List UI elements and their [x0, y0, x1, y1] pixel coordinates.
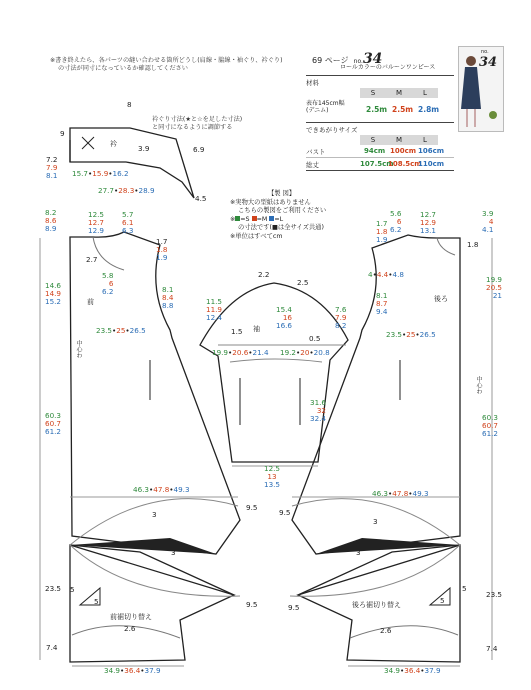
finished-title: できあがりサイズ	[306, 126, 358, 134]
collar-bottom2-s: 27.7	[98, 186, 115, 195]
sleeve-right-cap-s: 7.6	[335, 305, 347, 314]
collar-bottom1: 15.7•15.9•16.2	[72, 169, 129, 178]
no-prefix: no.	[353, 58, 363, 65]
pattern-number: 34	[362, 51, 383, 67]
front-bottom-s: 34.9	[104, 666, 121, 675]
back-top-mid1-m: 6	[396, 217, 402, 226]
front-side-upper-s: 14.6	[45, 281, 62, 290]
back-top-left-m: 1.8	[376, 227, 388, 236]
length-s: 107.5cm	[360, 160, 394, 168]
size-s: S	[370, 89, 376, 97]
back-n26: 2.6	[380, 626, 392, 635]
front-bottom-m: 36.4	[124, 666, 141, 675]
front-arm-right-m: 8.4	[162, 293, 174, 302]
front-skirt-label: 前裾切り替え	[110, 613, 152, 621]
collar-left-s: 7.2	[46, 155, 58, 164]
back-length-s: 60.3	[482, 413, 499, 422]
front-n95b: 9.5	[246, 600, 258, 609]
front-length-l: 61.2	[45, 427, 62, 436]
length-m: 108.5cm	[388, 160, 422, 168]
collar-bottom2: 27.7•28.3•28.9	[98, 186, 155, 195]
collar-bottom2-l: 28.9	[138, 186, 155, 195]
sleeve-left-half-m: 20.6	[232, 348, 249, 357]
front-chest: 23.5•25•26.5	[96, 326, 146, 335]
front-length	[45, 412, 61, 436]
back-arm-left-m: 8.7	[376, 299, 388, 308]
finished-row-length	[306, 158, 454, 171]
front-top-mid	[88, 211, 104, 235]
front-n74: 7.4	[46, 643, 58, 652]
front-side-upper-m: 14.9	[45, 289, 62, 298]
finished-size-header	[360, 135, 438, 145]
front-chest-m: 25	[116, 326, 126, 335]
front-arm-right-s: 8.1	[162, 285, 174, 294]
back-top-left	[376, 220, 387, 244]
sleeve-n15: 1.5	[231, 327, 243, 336]
fabric-s: 2.5m	[366, 105, 388, 114]
legend-s: =S	[240, 215, 250, 223]
back-chest-s: 23.5	[386, 330, 403, 339]
top-note-line2: の寸法が同寸になっているか確認してください	[58, 65, 188, 72]
sleeve-right-half-l: 20.8	[313, 348, 330, 357]
back-side-upper-s: 19.9	[486, 275, 503, 284]
bust-l: 106cm	[418, 147, 445, 155]
sleeve-right-cap-l: 8.2	[335, 321, 347, 330]
finished-size-m: M	[395, 136, 403, 144]
collar-label: 衿	[110, 140, 117, 148]
collar-bottom1-l: 16.2	[112, 169, 129, 178]
front-top-left-l: 8.9	[45, 224, 57, 233]
back-n235: 23.5	[486, 590, 503, 599]
collar-n39: 3.9	[138, 144, 150, 153]
front-right-top-m: 1.8	[156, 245, 168, 254]
front-top-right-m: 6.1	[122, 218, 134, 227]
back-center-label: 中心わ	[475, 376, 482, 394]
back-top-left-l: 1.9	[376, 235, 388, 244]
back-bottom-l: 37.9	[424, 666, 441, 675]
materials-size-header	[360, 88, 438, 98]
sleeve-left-cap-l: 12.4	[206, 313, 223, 322]
back-arm-left	[376, 292, 387, 316]
sleeve-right-half: 19.2•20•20.8	[280, 348, 330, 357]
back-inner-top-s: 4	[368, 270, 373, 279]
back-top-mid2-m: 12.9	[420, 218, 437, 227]
subtitle: ロールカラーのバルーンワンピース	[340, 64, 436, 71]
back-side-upper-l: 21	[492, 291, 503, 300]
front-n5b: 5	[94, 597, 99, 606]
front-n235: 23.5	[45, 584, 62, 593]
top-note	[50, 57, 283, 73]
front-arm-right	[162, 286, 173, 310]
collar-note	[152, 116, 242, 132]
collar-n45: 4.5	[195, 194, 207, 203]
fabric-label-line2: (デニム)	[306, 107, 329, 114]
collar-bottom2-m: 28.3	[118, 186, 135, 195]
collar-left-dim	[46, 156, 57, 180]
front-hem-width: 46.3•47.8•49.3	[133, 485, 190, 494]
finished-size-section	[306, 122, 454, 171]
back-length-l: 61.2	[482, 429, 499, 438]
sleeve-bottom-s: 12.5	[264, 464, 281, 473]
front-n5a: 5	[70, 585, 75, 594]
top-note-line1: ※書き終えたら、各パーツの縫い合わせる箇所どうし(肩線・脇線・袖ぐり、衿ぐり)	[50, 57, 283, 64]
sleeve-mid-cap-s: 15.4	[276, 305, 293, 314]
length-label: 総丈	[306, 161, 319, 169]
fabric-label	[306, 100, 345, 114]
front-top-left	[45, 209, 56, 233]
sleeve-left-cap-m: 11.9	[206, 305, 223, 314]
finished-row-bust	[306, 145, 454, 158]
front-inner	[102, 272, 113, 296]
back-length	[482, 414, 498, 438]
front-top-left-s: 8.2	[45, 208, 57, 217]
back-bottom-m: 36.4	[404, 666, 421, 675]
sleeve-bottom	[264, 465, 280, 489]
collar-n8: 8	[127, 100, 132, 109]
sleeve-left-cap-s: 11.5	[206, 297, 223, 306]
sleeve-left-half: 19.9•20.6•21.4	[212, 348, 269, 357]
sleeve-right-cap-m: 7.9	[335, 313, 347, 322]
sleeve-right-half-m: 20	[300, 348, 310, 357]
legend-title: 【製 図】	[268, 190, 296, 197]
front-hem-width-s: 46.3	[133, 485, 150, 494]
back-n74: 7.4	[486, 644, 498, 653]
garment-thumbnail	[458, 46, 504, 132]
legend-line2: こちらの製図をご利用ください	[238, 207, 327, 214]
front-top-mid-s: 12.5	[88, 210, 105, 219]
front-hem-width-l: 49.3	[173, 485, 190, 494]
length-l: 110cm	[418, 160, 445, 168]
fabric-m: 2.5m	[392, 105, 414, 114]
sleeve-length-m: 32	[316, 406, 327, 415]
back-top-mid1-s: 5.6	[390, 209, 402, 218]
sleeve-length-s: 31.6	[310, 398, 327, 407]
sleeve-bottom-m: 13	[267, 472, 277, 481]
sleeve-left-cap	[206, 298, 222, 322]
back-n5b: 5	[440, 596, 445, 605]
back-chest-l: 26.5	[419, 330, 436, 339]
collar-n9: 9	[60, 129, 65, 138]
back-label: 後ろ	[434, 295, 448, 303]
back-inner-top-m: 4.4	[376, 270, 389, 279]
back-n5a: 5	[462, 584, 467, 593]
back-inner-top: 4•4.4•4.8	[368, 270, 404, 279]
back-hem-width-s: 46.3	[372, 489, 389, 498]
sleeve-left-half-s: 19.9	[212, 348, 229, 357]
back-inner-top-l: 4.8	[392, 270, 404, 279]
fabric-label-line1: 表布145cm幅	[306, 100, 345, 107]
back-top-mid2	[420, 211, 436, 235]
collar-bottom1-m: 15.9	[92, 169, 109, 178]
materials-section	[306, 75, 454, 118]
back-arm-left-s: 8.1	[376, 291, 388, 300]
front-side-upper	[45, 282, 61, 306]
thumb-no: no.	[481, 49, 489, 55]
front-bottom: 34.9•36.4•37.9	[104, 666, 161, 675]
front-side-upper-l: 15.2	[45, 297, 62, 306]
sleeve-length	[310, 399, 326, 423]
back-side-upper	[486, 276, 502, 300]
finished-size-l: L	[423, 136, 427, 144]
model-figure-icon	[459, 47, 503, 131]
legend-line4: の寸法です(■は全サイズ共通)	[238, 224, 324, 231]
back-top-mid1-l: 6.2	[390, 225, 402, 234]
back-length-m: 60.7	[482, 421, 499, 430]
collar-left-m: 7.9	[46, 163, 58, 172]
front-length-s: 60.3	[45, 411, 62, 420]
legend-colors: ※ =S =M =L	[230, 215, 284, 223]
size-l: L	[423, 89, 427, 97]
front-chest-l: 26.5	[129, 326, 146, 335]
front-right-top-s: 1.7	[156, 237, 168, 246]
legend-line5: ※単位はすべてcm	[230, 232, 283, 240]
front-n27: 2.7	[86, 255, 98, 264]
back-skirt-label: 後ろ裾切り替え	[352, 601, 401, 609]
page-label: 69 ページ	[312, 56, 349, 65]
back-top-right-s: 3.9	[482, 209, 494, 218]
sleeve-left-half-l: 21.4	[252, 348, 269, 357]
collar-left-l: 8.1	[46, 171, 58, 180]
front-n3a: 3	[152, 510, 157, 519]
front-chest-s: 23.5	[96, 326, 113, 335]
front-center-label: 中心わ	[75, 340, 82, 358]
back-top-mid1	[390, 210, 401, 234]
sleeve-n22: 2.2	[258, 270, 270, 279]
back-arm-left-l: 9.4	[376, 307, 388, 316]
back-chest-m: 25	[406, 330, 416, 339]
front-hem-width-m: 47.8	[153, 485, 170, 494]
front-inner-m: 6	[108, 279, 114, 288]
front-n26: 2.6	[124, 624, 136, 633]
fabric-l: 2.8m	[418, 105, 440, 114]
back-n18: 1.8	[467, 240, 479, 249]
front-right-top-l: 1.9	[156, 253, 168, 262]
front-n95a: 9.5	[246, 503, 258, 512]
front-length-m: 60.7	[45, 419, 62, 428]
back-chest: 23.5•25•26.5	[386, 330, 436, 339]
back-n95a: 9.5	[279, 508, 291, 517]
sleeve-length-l: 32.4	[310, 414, 327, 423]
sleeve-right-cap	[335, 306, 346, 330]
back-bottom: 34.9•36.4•37.9	[384, 666, 441, 675]
back-top-right	[482, 210, 493, 234]
bust-m: 100cm	[390, 147, 417, 155]
sleeve-mid-cap-l: 16.6	[276, 321, 293, 330]
sleeve-label: 袖	[253, 325, 260, 333]
sleeve-mid-cap-m: 16	[282, 313, 293, 322]
bust-label: バスト	[306, 148, 326, 156]
back-top-right-m: 4	[488, 217, 494, 226]
front-top-right-s: 5.7	[122, 210, 134, 219]
back-n95b: 9.5	[288, 603, 300, 612]
back-hem-width-m: 47.8	[392, 489, 409, 498]
legend-m: =M	[256, 215, 268, 223]
back-top-mid2-s: 12.7	[420, 210, 437, 219]
front-bottom-l: 37.9	[144, 666, 161, 675]
collar-note-line1: 衿ぐり寸法(★と☆を足した寸法)	[152, 116, 243, 123]
collar-n69: 6.9	[193, 145, 205, 154]
back-hem-width: 46.3•47.8•49.3	[372, 489, 429, 498]
sleeve-n25: 2.5	[297, 278, 309, 287]
front-label: 前	[87, 298, 94, 306]
front-top-right-l: 6.3	[122, 226, 134, 235]
back-top-right-l: 4.1	[482, 225, 494, 234]
front-right-top	[156, 238, 167, 262]
legend-l: =L	[274, 215, 284, 223]
sleeve-n05: 0.5	[309, 334, 321, 343]
front-inner-s: 5.8	[102, 271, 114, 280]
bust-s: 94cm	[364, 147, 386, 155]
front-top-left-m: 8.6	[45, 216, 57, 225]
back-n3a: 3	[373, 517, 378, 526]
sleeve-mid-cap	[276, 306, 292, 330]
front-inner-l: 6.2	[102, 287, 114, 296]
legend-line1: ※実物大の型紙はありません	[230, 198, 311, 206]
legend	[230, 190, 326, 241]
front-top-mid-m: 12.7	[88, 218, 105, 227]
front-top-right	[122, 211, 133, 235]
collar-bottom1-s: 15.7	[72, 169, 89, 178]
finished-size-s: S	[370, 136, 376, 144]
materials-title: 材料	[306, 79, 319, 87]
back-top-mid2-l: 13.1	[420, 226, 437, 235]
front-n3b: 3	[171, 548, 176, 557]
thumb-number: 34	[479, 55, 498, 70]
back-side-upper-m: 20.5	[486, 283, 503, 292]
size-m: M	[395, 89, 403, 97]
back-n3b: 3	[356, 548, 361, 557]
sleeve-bottom-l: 13.5	[264, 480, 281, 489]
front-arm-right-l: 8.8	[162, 301, 174, 310]
collar-note-line2: と同寸になるように調節する	[152, 124, 233, 131]
back-bottom-s: 34.9	[384, 666, 401, 675]
front-top-mid-l: 12.9	[88, 226, 105, 235]
sleeve-right-half-s: 19.2	[280, 348, 297, 357]
back-hem-width-l: 49.3	[412, 489, 429, 498]
back-top-left-s: 1.7	[376, 219, 388, 228]
